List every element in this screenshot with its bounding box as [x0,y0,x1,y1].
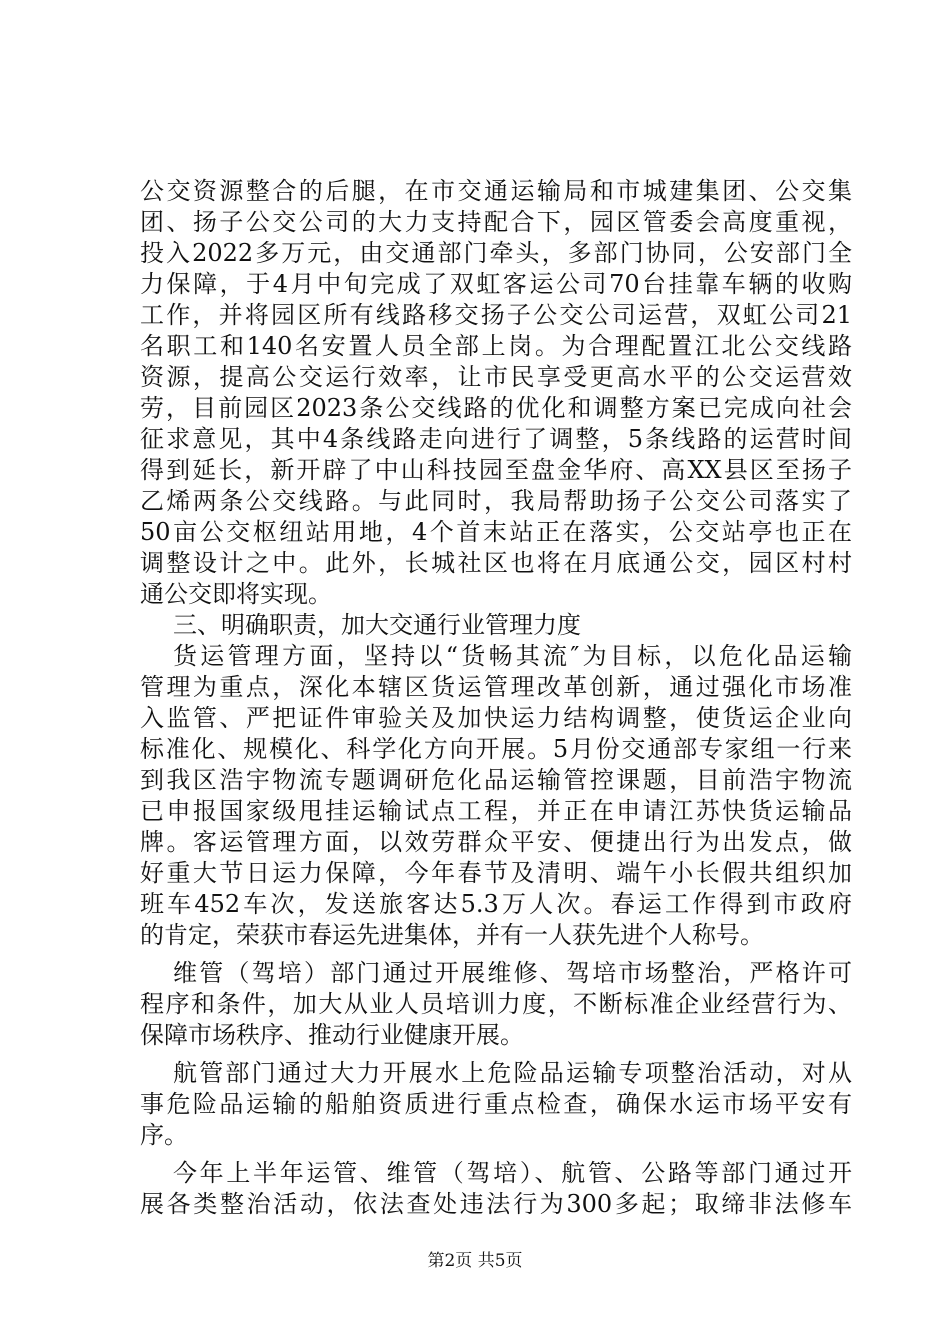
text-line: 维管（驾培）部门通过开展维修、驾培市场整治，严格许可 [173,959,852,987]
text-line: 航管部门通过大力开展水上危险品运输专项整治活动，对从 [173,1059,852,1087]
text-line: 公交资源整合的后腿，在市交通运输局和市城建集团、公交集 [140,177,852,205]
text-line: 名职工和140名安置人员全部上岗。为合理配置江北公交线路 [140,332,852,360]
document-body [140,176,852,1220]
text-line: 团、扬子公交公司的大力支持配合下，园区管委会高度重视， [140,208,852,236]
text-line: 50亩公交枢纽站用地，4个首末站正在落实，公交站亭也正在 [140,518,852,546]
text-line: 展各类整治活动，依法查处违法行为300多起；取缔非法修车 [140,1190,852,1218]
page-footer: 第2页 共5页 [427,1251,523,1271]
text-line: 货运管理方面，坚持以“货畅其流″为目标，以危化品运输 [173,642,852,670]
text-line: 标准化、规模化、科学化方向开展。5月份交通部专家组一行来 [140,735,852,763]
text-line: 事危险品运输的船舶资质进行重点检查，确保水运市场平安有 [140,1090,852,1118]
text-line: 劳，目前园区2023条公交线路的优化和调整方案已完成向社会 [140,394,852,422]
text-line: 好重大节日运力保障，今年春节及清明、端午小长假共组织加 [140,859,852,887]
text-line: 班车452车次，发送旅客达5.3万人次。春运工作得到市政府 [140,890,852,918]
text-line: 乙烯两条公交线路。与此同时，我局帮助扬子公交公司落实了 [140,487,852,515]
text-line: 工作，并将园区所有线路移交扬子公交公司运营，双虹公司21 [140,301,852,329]
text-line: 资源，提高公交运行效率，让市民享受更高水平的公交运营效 [140,363,852,391]
text-line: 调整设计之中。此外，长城社区也将在月底通公交，园区村村 [140,549,852,577]
text-line: 入监管、严把证件审验关及加快运力结构调整，使货运企业向 [140,704,852,732]
text-line: 今年上半年运管、维管（驾培）、航管、公路等部门通过开 [173,1159,852,1187]
text-line: 投入2022多万元，由交通部门牵头，多部门协同，公安部门全 [140,239,852,267]
text-line: 征求意见，其中4条线路走向进行了调整，5条线路的运营时间 [140,425,852,453]
text-line: 管理为重点，深化本辖区货运管理改革创新，通过强化市场准 [140,673,852,701]
section-heading: 三、明确职责，加大交通行业管理力度 [173,611,581,639]
text-line: 保障市场秩序、推动行业健康开展。 [140,1021,524,1049]
text-line: 力保障，于4月中旬完成了双虹客运公司70台挂靠车辆的收购 [140,270,852,298]
text-line: 序。 [140,1121,188,1149]
text-line: 已申报国家级甩挂运输试点工程，并正在申请江苏快货运输品 [140,797,852,825]
text-line: 程序和条件，加大从业人员培训力度，不断标准企业经营行为、 [140,990,852,1018]
text-line: 牌。客运管理方面，以效劳群众平安、便捷出行为出发点，做 [140,828,852,856]
text-line: 得到延长，新开辟了中山科技园至盘金华府、高XX县区至扬子 [140,456,852,484]
text-line: 通公交即将实现。 [140,580,332,608]
text-line: 到我区浩宇物流专题调研危化品运输管控课题，目前浩宇物流 [140,766,852,794]
text-line: 的肯定，荣获市春运先进集体，并有一人获先进个人称号。 [140,921,764,949]
